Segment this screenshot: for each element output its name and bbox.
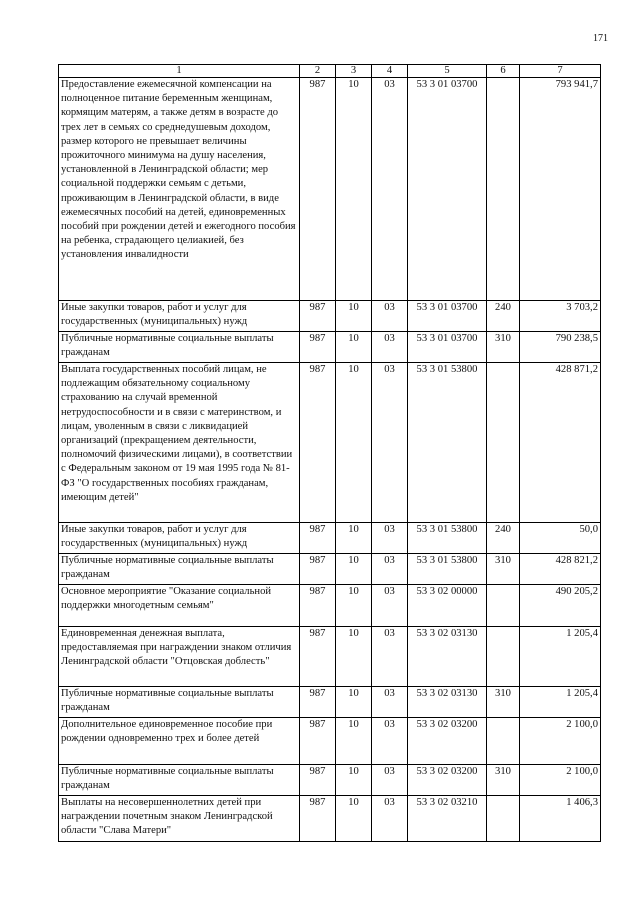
- row-code-6: [487, 78, 520, 301]
- row-code-2: 987: [300, 301, 336, 332]
- row-name: Публичные нормативные социальные выплаты гражданам: [59, 765, 300, 796]
- budget-table: [58, 64, 601, 842]
- row-code-4: 03: [372, 627, 408, 687]
- row-code-4: 03: [372, 78, 408, 301]
- row-code-4: 03: [372, 687, 408, 718]
- table-row: [59, 523, 601, 554]
- row-name: Дополнительное единовременное пособие при рождении одновременно трех и более детей: [59, 718, 300, 765]
- header-col-4: 4: [372, 65, 408, 78]
- row-amount: 793 941,7: [520, 78, 601, 301]
- row-name: Иные закупки товаров, работ и услуг для государственных (муниципальных) нужд: [59, 523, 300, 554]
- header-row: [59, 65, 601, 78]
- row-code-3: 10: [336, 332, 372, 363]
- row-code-6: [487, 796, 520, 842]
- row-code-5: 53 3 02 03200: [408, 718, 487, 765]
- row-amount: 50,0: [520, 523, 601, 554]
- row-code-3: 10: [336, 554, 372, 585]
- row-name: Выплаты на несовершеннолетних детей при награждении почетным знаком Ленинградской области "Слава Матери": [59, 796, 300, 842]
- header-col-5: 5: [408, 65, 487, 78]
- row-code-4: 03: [372, 554, 408, 585]
- header-col-3: 3: [336, 65, 372, 78]
- row-code-5: 53 3 02 03130: [408, 627, 487, 687]
- row-code-3: 10: [336, 78, 372, 301]
- row-name: Публичные нормативные социальные выплаты гражданам: [59, 687, 300, 718]
- row-name: Иные закупки товаров, работ и услуг для государственных (муниципальных) нужд: [59, 301, 300, 332]
- row-code-6: 310: [487, 765, 520, 796]
- row-code-6: [487, 585, 520, 627]
- row-code-6: 310: [487, 687, 520, 718]
- header-col-2: 2: [300, 65, 336, 78]
- row-code-2: 987: [300, 765, 336, 796]
- row-code-3: 10: [336, 796, 372, 842]
- row-code-2: 987: [300, 363, 336, 523]
- row-code-2: 987: [300, 687, 336, 718]
- row-code-4: 03: [372, 718, 408, 765]
- row-code-2: 987: [300, 523, 336, 554]
- row-code-6: [487, 627, 520, 687]
- row-name: Публичные нормативные социальные выплаты гражданам: [59, 554, 300, 585]
- table-row: [59, 687, 601, 718]
- row-code-3: 10: [336, 523, 372, 554]
- row-code-5: 53 3 02 00000: [408, 585, 487, 627]
- row-code-3: 10: [336, 718, 372, 765]
- row-code-5: 53 3 01 03700: [408, 332, 487, 363]
- table-row: [59, 718, 601, 765]
- row-name: Предоставление ежемесячной компенсации на полноценное питание беременным женщинам, кормящим матерям, а также детям в возрасте до трех лет в семьях со среднедушевым доходом, размер которого не превышает величины прожиточного минимума на душу населения, установленной в Ленинградской области; мер социальной поддержки семьям с детьми, проживающим в Ленинградской области, в виде ежемесячных пособий на детей, единовременных пособий при рождении детей и ежегодного пособия на ребенка, страдающего целиакией, без установления инвалидности: [59, 78, 300, 301]
- row-amount: 428 871,2: [520, 363, 601, 523]
- row-code-6: 240: [487, 523, 520, 554]
- row-code-5: 53 3 01 53800: [408, 554, 487, 585]
- row-code-3: 10: [336, 301, 372, 332]
- row-code-5: 53 3 01 03700: [408, 78, 487, 301]
- table-row: [59, 627, 601, 687]
- row-code-5: 53 3 01 53800: [408, 523, 487, 554]
- row-name: Публичные нормативные социальные выплаты гражданам: [59, 332, 300, 363]
- row-code-3: 10: [336, 363, 372, 523]
- row-code-4: 03: [372, 585, 408, 627]
- row-name: Единовременная денежная выплата, предоставляемая при награждении знаком отличия Ленинградской области "Отцовская доблесть": [59, 627, 300, 687]
- row-code-2: 987: [300, 554, 336, 585]
- table-row: [59, 554, 601, 585]
- row-amount: 1 205,4: [520, 627, 601, 687]
- row-code-2: 987: [300, 718, 336, 765]
- row-code-5: 53 3 01 03700: [408, 301, 487, 332]
- row-code-6: 240: [487, 301, 520, 332]
- row-code-6: 310: [487, 554, 520, 585]
- table-row: [59, 363, 601, 523]
- row-code-2: 987: [300, 78, 336, 301]
- row-code-3: 10: [336, 627, 372, 687]
- row-code-2: 987: [300, 585, 336, 627]
- row-code-2: 987: [300, 332, 336, 363]
- table-row: [59, 332, 601, 363]
- table-row: [59, 585, 601, 627]
- row-code-4: 03: [372, 523, 408, 554]
- row-code-6: 310: [487, 332, 520, 363]
- row-code-2: 987: [300, 796, 336, 842]
- row-code-6: [487, 363, 520, 523]
- table-row: [59, 78, 601, 301]
- row-amount: 490 205,2: [520, 585, 601, 627]
- row-code-3: 10: [336, 765, 372, 796]
- row-code-4: 03: [372, 765, 408, 796]
- table-row: [59, 765, 601, 796]
- row-amount: 790 238,5: [520, 332, 601, 363]
- row-code-5: 53 3 01 53800: [408, 363, 487, 523]
- row-amount: 1 205,4: [520, 687, 601, 718]
- row-code-5: 53 3 02 03210: [408, 796, 487, 842]
- row-code-4: 03: [372, 363, 408, 523]
- row-code-6: [487, 718, 520, 765]
- header-col-6: 6: [487, 65, 520, 78]
- row-amount: 3 703,2: [520, 301, 601, 332]
- row-code-3: 10: [336, 687, 372, 718]
- header-col-1: 1: [59, 65, 300, 78]
- table-row: [59, 796, 601, 842]
- row-code-4: 03: [372, 301, 408, 332]
- page-number: 171: [593, 33, 608, 44]
- row-amount: 2 100,0: [520, 765, 601, 796]
- table-row: [59, 301, 601, 332]
- row-amount: 428 821,2: [520, 554, 601, 585]
- row-code-5: 53 3 02 03130: [408, 687, 487, 718]
- header-col-7: 7: [520, 65, 601, 78]
- row-code-5: 53 3 02 03200: [408, 765, 487, 796]
- row-amount: 2 100,0: [520, 718, 601, 765]
- row-code-3: 10: [336, 585, 372, 627]
- row-code-4: 03: [372, 796, 408, 842]
- row-code-4: 03: [372, 332, 408, 363]
- row-name: Основное мероприятие "Оказание социальной поддержки многодетным семьям": [59, 585, 300, 627]
- row-name: Выплата государственных пособий лицам, не подлежащим обязательному социальному страхованию на случай временной нетрудоспособности и в связи с материнством, и лицам, уволенным в связи с ликвидацией организаций (прекращением деятельности, полномочий физическими лицами), в соответствии с Федеральным законом от 19 мая 1995 года № 81-ФЗ "О государственных пособиях гражданам, имеющим детей": [59, 363, 300, 523]
- row-code-2: 987: [300, 627, 336, 687]
- row-amount: 1 406,3: [520, 796, 601, 842]
